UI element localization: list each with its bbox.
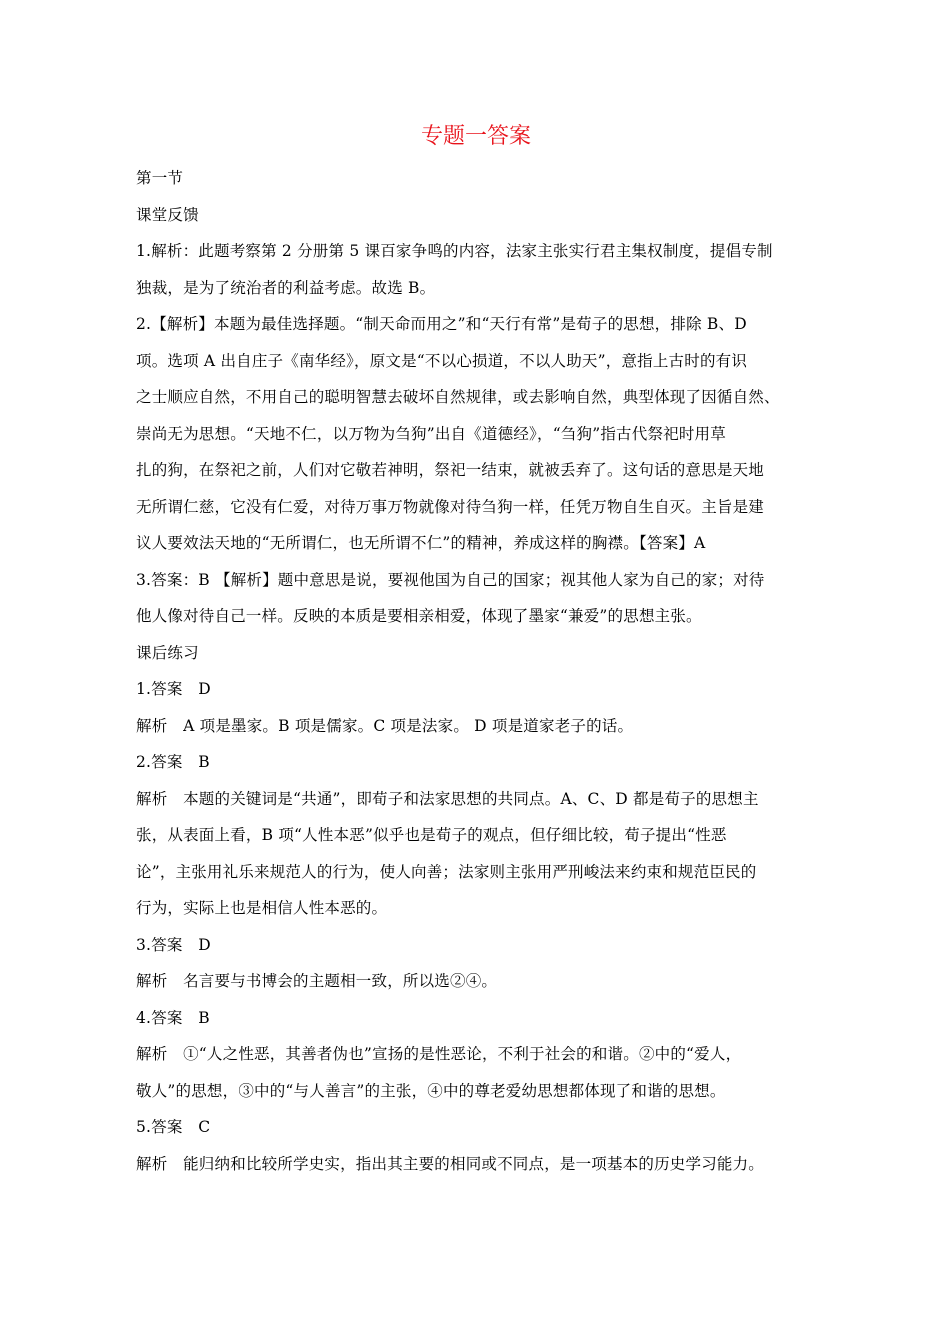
text-line: 解析 本题的关键词是“共通”，即荀子和法家思想的共同点。A、C、D 都是荀子的思想主	[136, 789, 759, 808]
text-line: 行为，实际上也是相信人性本恶的。	[136, 899, 388, 917]
text-line: 解析 能归纳和比较所学史实，指出其主要的相同或不同点，是一项基本的历史学习能力。	[136, 1154, 765, 1173]
text-line: 敬人”的思想，③中的“与人善言”的主张，④中的尊老爱幼思想都体现了和谐的思想。	[136, 1081, 726, 1100]
text-line: 议人要效法天地的“无所谓仁，也无所谓不仁”的精神，养成这样的胸襟。【答案】A	[136, 534, 706, 552]
text-line: 之士顺应自然，不用自己的聪明智慧去破坏自然规律，或去影响自然，典型体现了因循自然、	[136, 388, 780, 406]
subsection-heading: 课后练习	[136, 643, 199, 662]
text-line: 扎的狗，在祭祀之前，人们对它敬若神明，祭祀一结束，就被丢弃了。这句话的意思是天地	[136, 461, 765, 479]
text-line: 2.【解析】本题为最佳选择题。“制天命而用之”和“天行有常”是荀子的思想，排除 B、D	[136, 315, 747, 333]
text-line: 解析 名言要与书博会的主题相一致，所以选②④。	[136, 972, 498, 990]
text-line: 1.解析：此题考察第 2 分册第 5 课百家争鸣的内容，法家主张实行君主集权制度，提倡专制	[136, 242, 773, 260]
text-line: 论”，主张用礼乐来规范人的行为，使人向善；法家则主张用严刑峻法来约束和规范臣民的	[136, 862, 757, 881]
document-body	[136, 160, 816, 1182]
text-line: 解析 ①“人之性恶，其善者伪也”宣扬的是性恶论，不利于社会的和谐。②中的“爱人，	[136, 1045, 742, 1063]
answer-line: 4.答案 B	[136, 1008, 210, 1027]
page-title: 专题一答案	[420, 124, 531, 149]
section-heading: 第一节	[136, 169, 184, 187]
text-line: 独裁，是为了统治者的利益考虑。故选 B。	[136, 278, 436, 297]
answer-line: 2.答案 B	[136, 753, 210, 771]
text-line: 无所谓仁慈，它没有仁爱，对待万事万物就像对待刍狗一样，任凭万物自生自灭。主旨是建	[136, 497, 765, 516]
answer-line: 3.答案 D	[136, 935, 211, 954]
text-line: 他人像对待自己一样。反映的本质是要相亲相爱，体现了墨家“兼爱”的思想主张。	[136, 607, 702, 625]
text-line: 解析 A 项是墨家。B 项是儒家。C 项是法家。 D 项是道家老子的话。	[136, 716, 634, 735]
answer-line: 5.答案 C	[136, 1118, 211, 1136]
text-line: 3.答案：B 【解析】题中意思是说，要视他国为自己的国家；视其他人家为自己的家；对待	[136, 570, 765, 589]
text-line: 崇尚无为思想。“天地不仁，以万物为刍狗”出自《道德经》，“刍狗”指古代祭祀时用草	[136, 424, 726, 443]
subsection-heading: 课堂反馈	[136, 205, 199, 224]
answer-line: 1.答案 D	[136, 680, 211, 698]
text-line: 张，从表面上看，B 项“人性本恶”似乎也是荀子的观点，但仔细比较，荀子提出“性恶	[136, 826, 727, 844]
text-line: 项。选项 A 出自庄子《南华经》，原文是“不以心损道，不以人助天”，意指上古时的有识	[136, 351, 748, 370]
